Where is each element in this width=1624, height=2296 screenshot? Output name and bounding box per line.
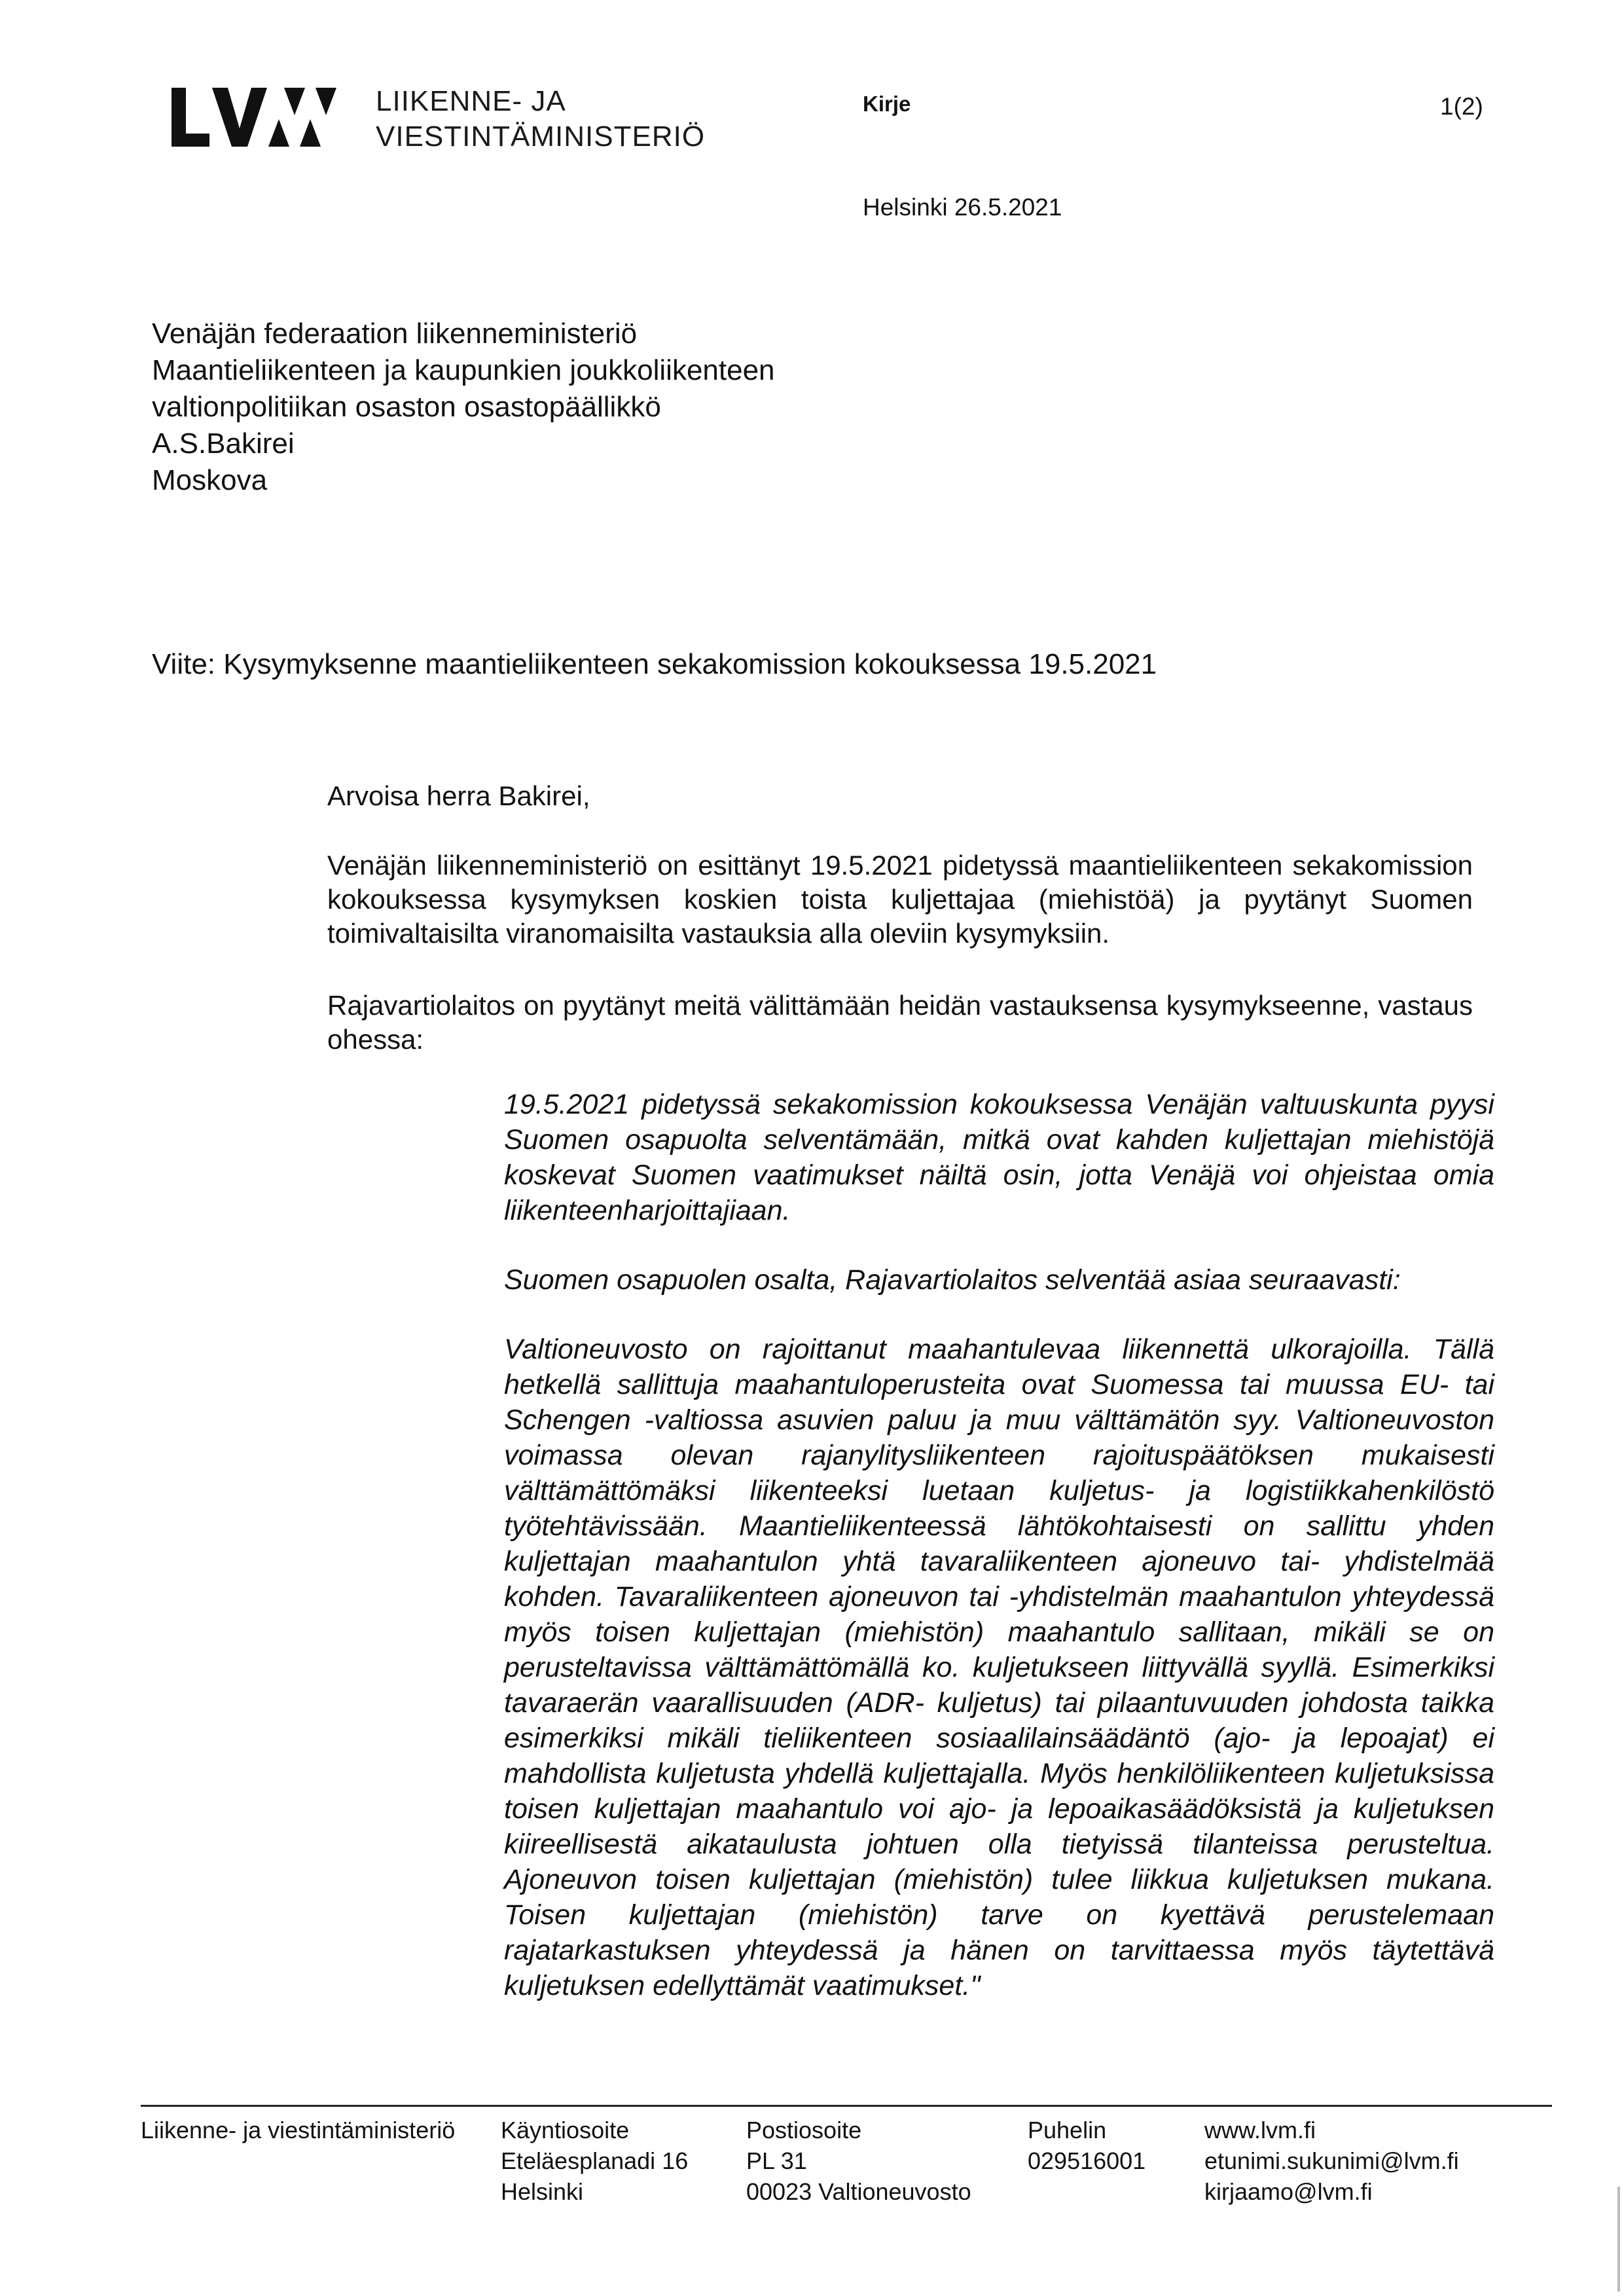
footer-organization-name: Liikenne- ja viestintäministeriö	[141, 2117, 456, 2143]
ministry-name	[376, 84, 705, 155]
body-paragraph: Venäjän liikenneministeriö on esittänyt 19.5.2021 pidetyssä maantieliikenteen sekakomission kokouksessa kysymyksen koskien toista kuljettajaa (miehistöä) ja pyytänyt Suomen toimivaltaisilta viranomaisilta vastauksia alla oleviin kysymyksiin.	[327, 850, 1473, 949]
document-type: Kirje	[863, 92, 911, 116]
quoted-paragraph: Suomen osapuolen osalta, Rajavartiolaitos selventää asiaa seuraavasti:	[504, 1264, 1401, 1296]
recipient-line: Moskova	[152, 464, 268, 496]
footer-postal-address	[746, 2115, 971, 2207]
reference-line: Viite: Kysymyksenne maantieliikenteen sekakomission kokouksessa 19.5.2021	[152, 648, 1157, 680]
footer-phone	[1028, 2115, 1146, 2176]
recipient-address	[152, 316, 775, 499]
lvm-logo	[171, 85, 361, 148]
page-number: 1(2)	[1440, 93, 1483, 120]
quoted-paragraph: 19.5.2021 pidetyssä sekakomission kokouksessa Venäjän valtuuskunta pyysi Suomen osapuolta selventämään, mitkä ovat kahden kuljettajan miehistöjä koskevat Suomen vaatimukset näiltä osin, jotta Venäjä voi ohjeistaa omia liikenteenharjoittajiaan.	[504, 1089, 1494, 1226]
footer-value: 00023 Valtioneuvosto	[746, 2178, 971, 2205]
footer-label: Puhelin	[1028, 2117, 1107, 2143]
place-date: Helsinki 26.5.2021	[863, 194, 1062, 221]
footer-value: Helsinki	[501, 2178, 584, 2205]
footer-website-link[interactable]: www.lvm.fi	[1204, 2117, 1316, 2143]
recipient-line: A.S.Bakirei	[152, 428, 295, 460]
recipient-line: Maantieliikenteen ja kaupunkien joukkoliikenteen	[152, 354, 775, 386]
footer-value: 029516001	[1028, 2147, 1146, 2174]
recipient-line: Venäjän federaation liikenneministeriö	[152, 318, 638, 350]
footer-email-link[interactable]: kirjaamo@lvm.fi	[1204, 2178, 1373, 2205]
recipient-line: valtionpolitiikan osaston osastopäällikkö	[152, 391, 661, 423]
quoted-paragraph: Valtioneuvosto on rajoittanut maahantulevaa liikennettä ulkorajoilla. Tällä hetkellä sallittuja maahantuloperusteita ovat Suomessa tai muussa EU- tai Schengen -valtiossa asuvien paluu ja muu välttämätön syy. Valtioneuvoston voimassa olevan rajanylitysliikenteen rajoituspäätöksen mukaisesti välttämättömäksi liikenteeksi luetaan kuljetus- ja logistiikkahenkilöstö työtehtävissään. Maantieliikenteessä lähtökohtaisesti on sallittu yhden kuljettajan maahantulon yhtä tavaraliikenteen ajoneuvo tai- yhdistelmää kohden. Tavaraliikenteen ajoneuvon tai -yhdistelmän maahantulon yhteydessä myös toisen kuljettajan (miehistön) maahantulo sallitaan, mikäli se on perusteltavissa välttämättömällä ko. kuljetukseen liittyvällä syyllä. Esimerkiksi tavaraerän vaarallisuuden (ADR- kuljetus) tai pilaantuvuuden johdosta taikka esimerkiksi mikäli tieliikenteen sosiaalilainsäädäntö (ajo- ja lepoajat) ei mahdollista kuljetusta yhdellä kuljettajalla. Myös henkilöliikenteen kuljetuksissa toisen kuljettajan maahantulo voi ajo- ja lepoaikasäädöksistä ja kuljetuksen kiireellisestä aikataulusta johtuen olla tietyissä tilanteissa perusteltua. Ajoneuvon toisen kuljettajan (miehistön) tulee liikkua kuljetuksen mukana. Toisen kuljettajan (miehistön) tarve on kyettävä perustelemaan rajatarkastuksen yhteydessä ja hänen on tarvittaessa myös täytettävä kuljetuksen edellyttämät vaatimukset."	[504, 1334, 1494, 2001]
body-paragraph: Rajavartiolaitos on pyytänyt meitä välittämään heidän vastauksensa kysymykseenne, vastaus ohessa:	[327, 990, 1473, 1055]
footer-label: Käyntiosoite	[501, 2117, 630, 2143]
footer-web	[1204, 2115, 1459, 2207]
ministry-name-line2: VIESTINTÄMINISTERIÖ	[376, 120, 706, 153]
salutation: Arvoisa herra Bakirei,	[327, 780, 590, 811]
footer-organization	[141, 2115, 455, 2145]
footer-email-link[interactable]: etunimi.sukunimi@lvm.fi	[1204, 2147, 1459, 2174]
footer-value: PL 31	[746, 2147, 807, 2174]
footer-value: Eteläesplanadi 16	[501, 2147, 689, 2174]
footer-visiting-address	[501, 2115, 688, 2207]
ministry-name-line1: LIIKENNE- JA	[376, 85, 566, 117]
footer-divider	[141, 2105, 1552, 2107]
footer-label: Postiosoite	[746, 2117, 862, 2143]
scan-edge-artifact	[1617, 2187, 1620, 2291]
